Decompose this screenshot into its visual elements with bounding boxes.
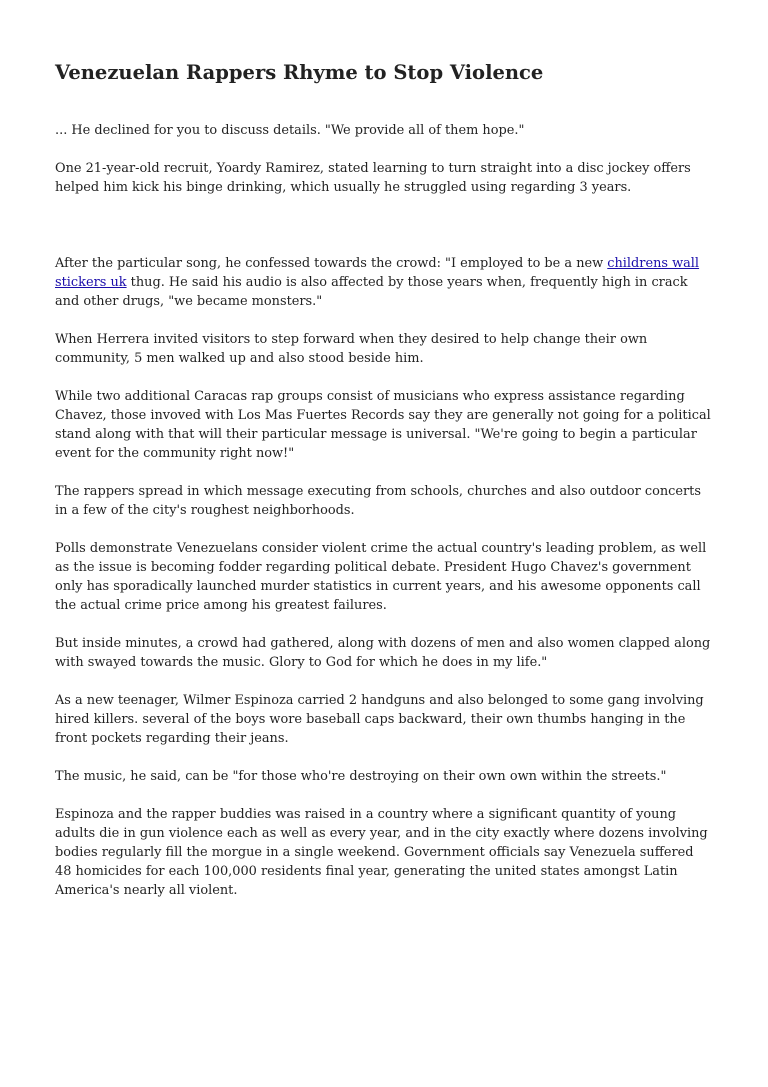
paragraph-7: Polls demonstrate Venezuelans consider violent crime the actual country's leading problem, as well as the issue is becoming fodder regarding political debate. President Hugo Chavez's government only has sporadically launched murder statistics in current years, and his awesome opponents call the actual crime price among his greatest failures. (55, 541, 707, 613)
paragraph-11: Espinoza and the rapper buddies was raised in a country where a significant quantity of young adults die in gun violence each as well as every year, and in the city exactly where dozens involving bodies regularly fill the morgue in a single weekend. Government officials say Venezuela suffered 48 homicides for each 100,000 residents final year, generating the united states amongst Latin America's nearly all violent. (55, 807, 708, 898)
article-title: Venezuelan Rappers Rhyme to Stop Violence (55, 61, 544, 84)
paragraph-3-text-before: After the particular song, he confessed towards the crowd: "I employed to be a new (55, 256, 608, 271)
paragraph-2: One 21-year-old recruit, Yoardy Ramirez, stated learning to turn straight into a disc jockey offers helped him kick his binge drinking, which usually he struggled using regarding 3 years. (55, 161, 691, 195)
paragraph-10: The music, he said, can be "for those who're destroying on their own own within the streets." (55, 769, 667, 784)
paragraph-3 (55, 254, 713, 311)
childrens-wall-stickers-link[interactable]: childrens wall stickers uk (55, 256, 700, 290)
paragraph-4: When Herrera invited visitors to step forward when they desired to help change their own community, 5 men walked up and also stood beside him. (55, 332, 648, 366)
document-page (55, 58, 713, 919)
paragraph-5: While two additional Caracas rap groups consist of musicians who express assistance regarding Chavez, those invoved with Los Mas Fuertes Records say they are generally not going for a political stand along with that will their particular message is universal. "We're going to begin a particular event for the community right now!" (55, 389, 711, 461)
paragraph-1: ... He declined for you to discuss details. "We provide all of them hope." (55, 123, 525, 138)
paragraph-8: But inside minutes, a crowd had gathered, along with dozens of men and also women clapped along with swayed towards the music. Glory to God for which he does in my life." (55, 636, 711, 670)
paragraph-3-text-after: thug. He said his audio is also affected by those years when, frequently high in crack and other drugs, "we became monsters." (55, 275, 688, 309)
paragraph-9: As a new teenager, Wilmer Espinoza carried 2 handguns and also belonged to some gang involving hired killers. several of the boys wore baseball caps backward, their own thumbs hanging in the front pockets regarding their jeans. (55, 693, 704, 746)
paragraph-6: The rappers spread in which message executing from schools, churches and also outdoor concerts in a few of the city's roughest neighborhoods. (55, 484, 701, 518)
